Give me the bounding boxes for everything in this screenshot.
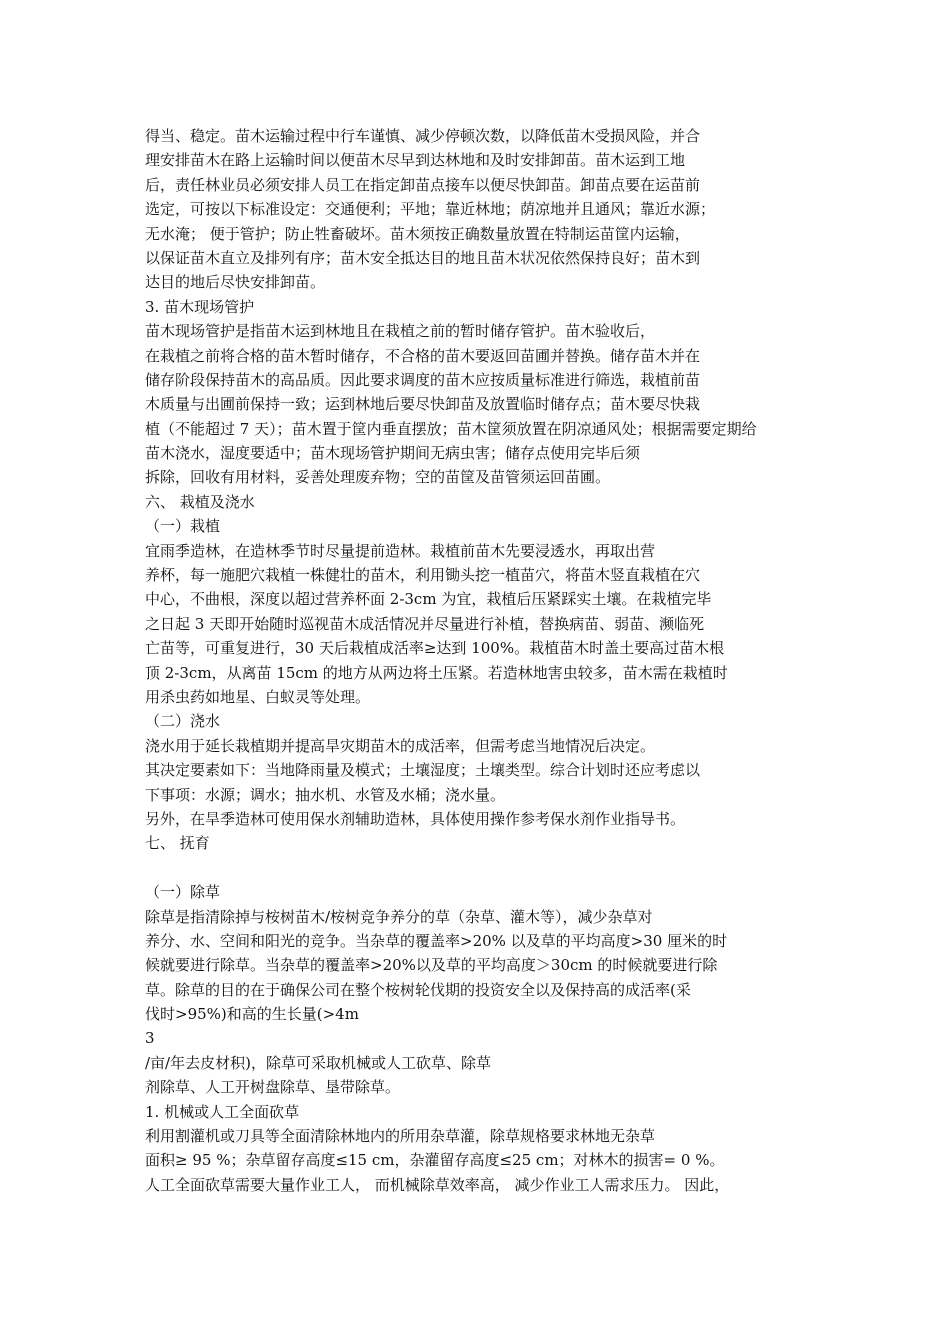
text-line: 另外，在旱季造林可使用保水剂辅助造林，具体使用操作参考保水剂作业指导书。 [145, 809, 686, 828]
text-line: 理安排苗木在路上运输时间以便苗木尽早到达林地和及时安排卸苗。苗木运到工地 [145, 151, 686, 170]
text-line: 亡苗等，可重复进行，30 天后栽植成活率≥达到 100%。栽植苗木时盖土要高过苗木根 [145, 639, 725, 658]
text-line: 伐时>95%)和高的生长量(>4m [145, 1005, 359, 1024]
text-line: /亩/年去皮材积)，除草可采取机械或人工砍草、除草 [145, 1053, 491, 1072]
text-line: 苗木现场管护是指苗木运到林地且在栽植之前的暂时储存管护。苗木验收后， [145, 322, 656, 341]
text-line: 3. 苗木现场管护 [145, 297, 255, 316]
text-line: 选定，可按以下标准设定：交通便利；平地；靠近林地；荫凉地并且通风；靠近水源； [145, 200, 716, 219]
text-line: 植（不能超过 7 天）；苗木置于筐内垂直摆放；苗木筐须放置在阴凉通风处；根据需要定期给 [145, 419, 757, 438]
text-line: 3 [145, 1029, 155, 1048]
text-line: 后，责任林业员必须安排人员工在指定卸苗点接车以便尽快卸苗。卸苗点要在运苗前 [145, 175, 701, 194]
text-line: 储存阶段保持苗木的高品质。因此要求调度的苗木应按质量标准进行筛选，栽植前苗 [145, 370, 701, 389]
text-line [145, 856, 825, 880]
text-line: （一）栽植 [145, 517, 221, 536]
text-line: 苗木浇水，湿度要适中；苗木现场管护期间无病虫害；储存点使用完毕后须 [145, 444, 641, 463]
text-line: 浇水用于延长栽植期并提高旱灾期苗木的成活率，但需考虑当地情况后决定。 [145, 736, 656, 755]
text-line: （二）浇水 [145, 712, 221, 731]
text-line: 在栽植之前将合格的苗木暂时储存，不合格的苗木要返回苗圃并替换。储存苗木并在 [145, 346, 701, 365]
text-line: 草。除草的目的在于确保公司在整个桉树轮伐期的投资安全以及保持高的成活率(采 [145, 980, 691, 999]
text-line: 顶 2-3cm，从离苗 15cm 的地方从两边将土压紧。若造林地害虫较多，苗木需在栽植时 [145, 663, 728, 682]
text-line: 得当、稳定。苗木运输过程中行车谨慎、减少停顿次数，以降低苗木受损风险，并合 [145, 127, 701, 145]
text-line: 1. 机械或人工全面砍草 [145, 1102, 300, 1121]
text-line: 木质量与出圃前保持一致；运到林地后要尽快卸苗及放置临时储存点；苗木要尽快栽 [145, 395, 701, 414]
document-body [145, 124, 825, 1197]
text-line: 无水淹； 便于管护；防止牲畜破坏。苗木须按正确数量放置在特制运苗筐内运输， [145, 224, 690, 243]
text-line: 达目的地后尽快安排卸苗。 [145, 273, 326, 292]
text-line: 用杀虫药如地星、白蚁灵等处理。 [145, 687, 371, 706]
text-line: 宜雨季造林，在造林季节时尽量提前造林。栽植前苗木先要浸透水，再取出营 [145, 541, 656, 560]
text-line: 人工全面砍草需要大量作业工人， 而机械除草效率高， 减少作业工人需求压力。 因此， [145, 1175, 730, 1194]
text-line: 利用割灌机或刀具等全面清除林地内的所用杂草灌，除草规格要求林地无杂草 [145, 1127, 656, 1146]
text-line: 剂除草、人工开树盘除草、垦带除草。 [145, 1078, 401, 1097]
text-line: 养杯，每一施肥穴栽植一株健壮的苗木，利用锄头挖一植苗穴，将苗木竖直栽植在穴 [145, 566, 701, 585]
text-line: 面积≥ 95 %；杂草留存高度≤15 cm，杂灌留存高度≤25 cm；对林木的损害= 0 %。 [145, 1151, 725, 1170]
text-line: 除草是指清除掉与桉树苗木/桉树竞争养分的草（杂草、灌木等），减少杂草对 [145, 907, 653, 926]
text-line: 以保证苗木直立及排列有序；苗木安全抵达目的地且苗木状况依然保持良好；苗木到 [145, 248, 701, 267]
text-line: 六、 栽植及浇水 [145, 492, 255, 511]
text-line: 中心，不曲根，深度以超过营养杯面 2-3cm 为宜，栽植后压紧踩实土壤。在栽植完毕 [145, 590, 712, 609]
text-line: 其决定要素如下：当地降雨量及模式；土壤湿度；土壤类型。综合计划时还应考虑以 [145, 761, 701, 780]
text-line: 拆除，回收有用材料，妥善处理废弃物；空的苗筐及苗管须运回苗圃。 [145, 468, 611, 487]
text-line: 七、 抚育 [145, 834, 210, 853]
text-line: （一）除草 [145, 883, 221, 902]
text-line: 养分、水、空间和阳光的竞争。当杂草的覆盖率>20% 以及草的平均高度>30 厘米的时 [145, 931, 728, 950]
text-line: 候就要进行除草。当杂草的覆盖率>20%以及草的平均高度＞30cm 的时候就要进行除 [145, 956, 718, 975]
text-line: 之日起 3 天即开始随时巡视苗木成活情况并尽量进行补植，替换病苗、弱苗、濒临死 [145, 614, 705, 633]
text-line: 下事项：水源；调水；抽水机、水管及水桶；浇水量。 [145, 785, 506, 804]
